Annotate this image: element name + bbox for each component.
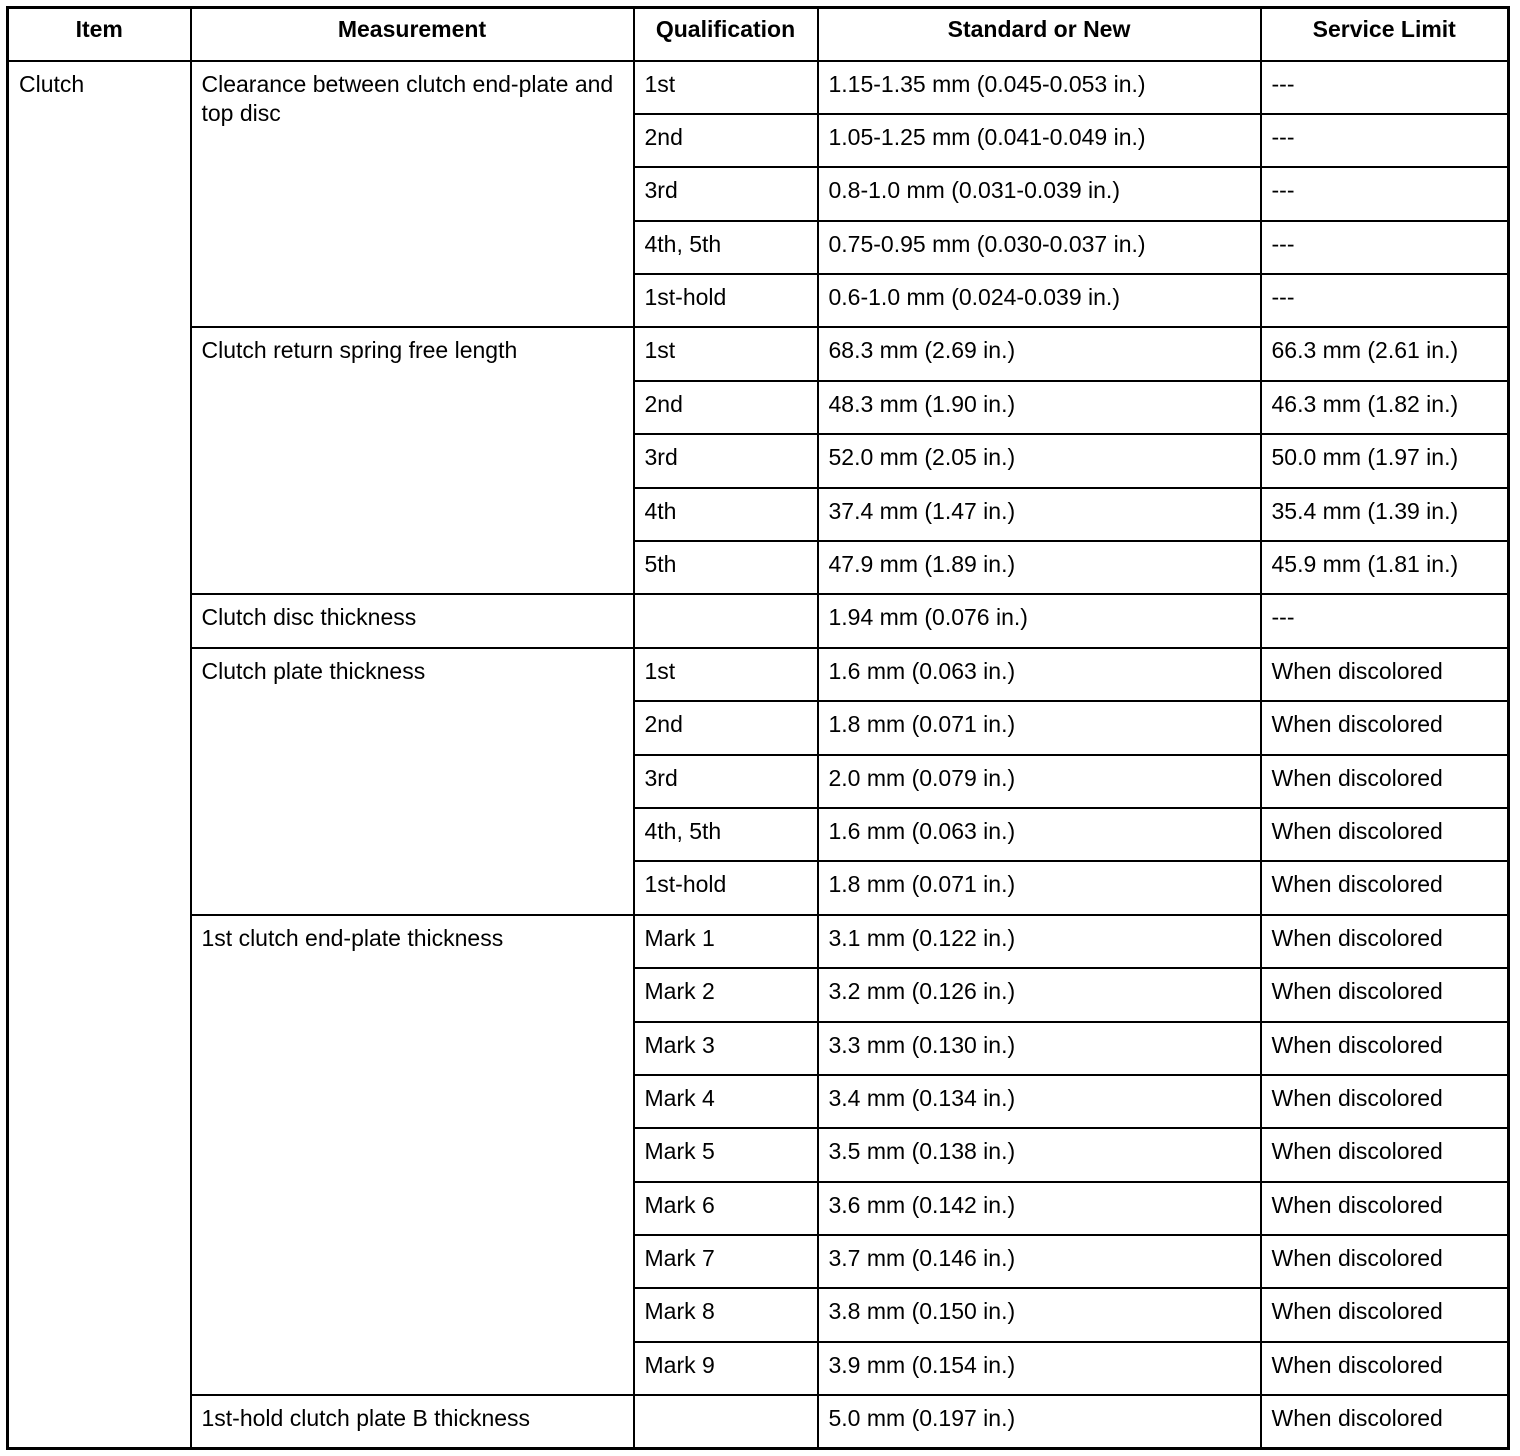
header-item: Item	[8, 8, 191, 61]
standard-cell: 3.3 mm (0.130 in.)	[818, 1022, 1261, 1075]
qualification-cell: 4th	[634, 488, 818, 541]
standard-cell: 68.3 mm (2.69 in.)	[818, 327, 1261, 380]
service-limit-cell: ---	[1261, 594, 1509, 647]
standard-cell: 0.6-1.0 mm (0.024-0.039 in.)	[818, 274, 1261, 327]
standard-cell: 48.3 mm (1.90 in.)	[818, 381, 1261, 434]
service-limit-cell: When discolored	[1261, 1235, 1509, 1288]
table-row	[8, 1395, 1509, 1448]
service-limit-cell: 35.4 mm (1.39 in.)	[1261, 488, 1509, 541]
qualification-cell: 5th	[634, 541, 818, 594]
service-limit-cell: When discolored	[1261, 1022, 1509, 1075]
service-limit-cell: When discolored	[1261, 1342, 1509, 1395]
service-limit-cell: When discolored	[1261, 968, 1509, 1021]
service-limit-cell: ---	[1261, 61, 1509, 114]
service-limit-cell: 46.3 mm (1.82 in.)	[1261, 381, 1509, 434]
standard-cell: 1.94 mm (0.076 in.)	[818, 594, 1261, 647]
qualification-cell: Mark 1	[634, 915, 818, 968]
qualification-cell	[634, 1395, 818, 1448]
item-cell: Clutch	[8, 61, 191, 1449]
standard-cell: 1.8 mm (0.071 in.)	[818, 701, 1261, 754]
service-limit-cell: When discolored	[1261, 915, 1509, 968]
qualification-cell: 2nd	[634, 701, 818, 754]
measurement-cell: Clearance between clutch end-plate and top disc	[191, 61, 634, 328]
standard-cell: 3.8 mm (0.150 in.)	[818, 1288, 1261, 1341]
service-limit-cell: When discolored	[1261, 701, 1509, 754]
service-limit-cell: When discolored	[1261, 1128, 1509, 1181]
qualification-cell: 4th, 5th	[634, 808, 818, 861]
standard-cell: 0.75-0.95 mm (0.030-0.037 in.)	[818, 221, 1261, 274]
standard-cell: 1.6 mm (0.063 in.)	[818, 808, 1261, 861]
header-row	[8, 8, 1509, 61]
service-limit-cell: When discolored	[1261, 648, 1509, 701]
qualification-cell: Mark 3	[634, 1022, 818, 1075]
measurement-cell: 1st clutch end-plate thickness	[191, 915, 634, 1396]
standard-cell: 1.6 mm (0.063 in.)	[818, 648, 1261, 701]
standard-cell: 47.9 mm (1.89 in.)	[818, 541, 1261, 594]
service-limit-cell: ---	[1261, 221, 1509, 274]
standard-cell: 0.8-1.0 mm (0.031-0.039 in.)	[818, 167, 1261, 220]
qualification-cell: 1st	[634, 61, 818, 114]
service-limit-cell: When discolored	[1261, 861, 1509, 914]
header-qualification: Qualification	[634, 8, 818, 61]
measurement-cell: 1st-hold clutch plate B thickness	[191, 1395, 634, 1448]
service-limit-cell: When discolored	[1261, 1182, 1509, 1235]
measurement-cell: Clutch return spring free length	[191, 327, 634, 594]
standard-cell: 1.05-1.25 mm (0.041-0.049 in.)	[818, 114, 1261, 167]
table-header	[8, 8, 1509, 61]
clutch-spec-table	[6, 6, 1510, 1450]
table-row	[8, 61, 1509, 114]
header-measurement: Measurement	[191, 8, 634, 61]
service-limit-cell: ---	[1261, 274, 1509, 327]
qualification-cell: Mark 7	[634, 1235, 818, 1288]
table-row	[8, 594, 1509, 647]
standard-cell: 1.8 mm (0.071 in.)	[818, 861, 1261, 914]
header-service-limit: Service Limit	[1261, 8, 1509, 61]
standard-cell: 3.4 mm (0.134 in.)	[818, 1075, 1261, 1128]
qualification-cell: 3rd	[634, 755, 818, 808]
service-limit-cell: 45.9 mm (1.81 in.)	[1261, 541, 1509, 594]
qualification-cell: Mark 4	[634, 1075, 818, 1128]
qualification-cell: 1st	[634, 327, 818, 380]
service-limit-cell: ---	[1261, 167, 1509, 220]
service-limit-cell: When discolored	[1261, 808, 1509, 861]
service-limit-cell: When discolored	[1261, 1075, 1509, 1128]
qualification-cell: 1st-hold	[634, 274, 818, 327]
qualification-cell: Mark 9	[634, 1342, 818, 1395]
standard-cell: 3.2 mm (0.126 in.)	[818, 968, 1261, 1021]
qualification-cell: 1st-hold	[634, 861, 818, 914]
qualification-cell	[634, 594, 818, 647]
standard-cell: 3.5 mm (0.138 in.)	[818, 1128, 1261, 1181]
standard-cell: 52.0 mm (2.05 in.)	[818, 434, 1261, 487]
qualification-cell: 3rd	[634, 167, 818, 220]
service-limit-cell: ---	[1261, 114, 1509, 167]
qualification-cell: Mark 2	[634, 968, 818, 1021]
service-limit-cell: When discolored	[1261, 1288, 1509, 1341]
qualification-cell: 2nd	[634, 114, 818, 167]
standard-cell: 37.4 mm (1.47 in.)	[818, 488, 1261, 541]
standard-cell: 3.7 mm (0.146 in.)	[818, 1235, 1261, 1288]
service-limit-cell: When discolored	[1261, 1395, 1509, 1448]
measurement-cell: Clutch disc thickness	[191, 594, 634, 647]
standard-cell: 3.1 mm (0.122 in.)	[818, 915, 1261, 968]
qualification-cell: 2nd	[634, 381, 818, 434]
qualification-cell: Mark 8	[634, 1288, 818, 1341]
standard-cell: 3.9 mm (0.154 in.)	[818, 1342, 1261, 1395]
table-row	[8, 327, 1509, 380]
qualification-cell: Mark 5	[634, 1128, 818, 1181]
service-limit-cell: When discolored	[1261, 755, 1509, 808]
standard-cell: 1.15-1.35 mm (0.045-0.053 in.)	[818, 61, 1261, 114]
standard-cell: 2.0 mm (0.079 in.)	[818, 755, 1261, 808]
table-body	[8, 61, 1509, 1449]
standard-cell: 5.0 mm (0.197 in.)	[818, 1395, 1261, 1448]
qualification-cell: 4th, 5th	[634, 221, 818, 274]
service-limit-cell: 50.0 mm (1.97 in.)	[1261, 434, 1509, 487]
table-row	[8, 915, 1509, 968]
qualification-cell: Mark 6	[634, 1182, 818, 1235]
qualification-cell: 3rd	[634, 434, 818, 487]
standard-cell: 3.6 mm (0.142 in.)	[818, 1182, 1261, 1235]
qualification-cell: 1st	[634, 648, 818, 701]
header-standard: Standard or New	[818, 8, 1261, 61]
service-limit-cell: 66.3 mm (2.61 in.)	[1261, 327, 1509, 380]
table-row	[8, 648, 1509, 701]
measurement-cell: Clutch plate thickness	[191, 648, 634, 915]
